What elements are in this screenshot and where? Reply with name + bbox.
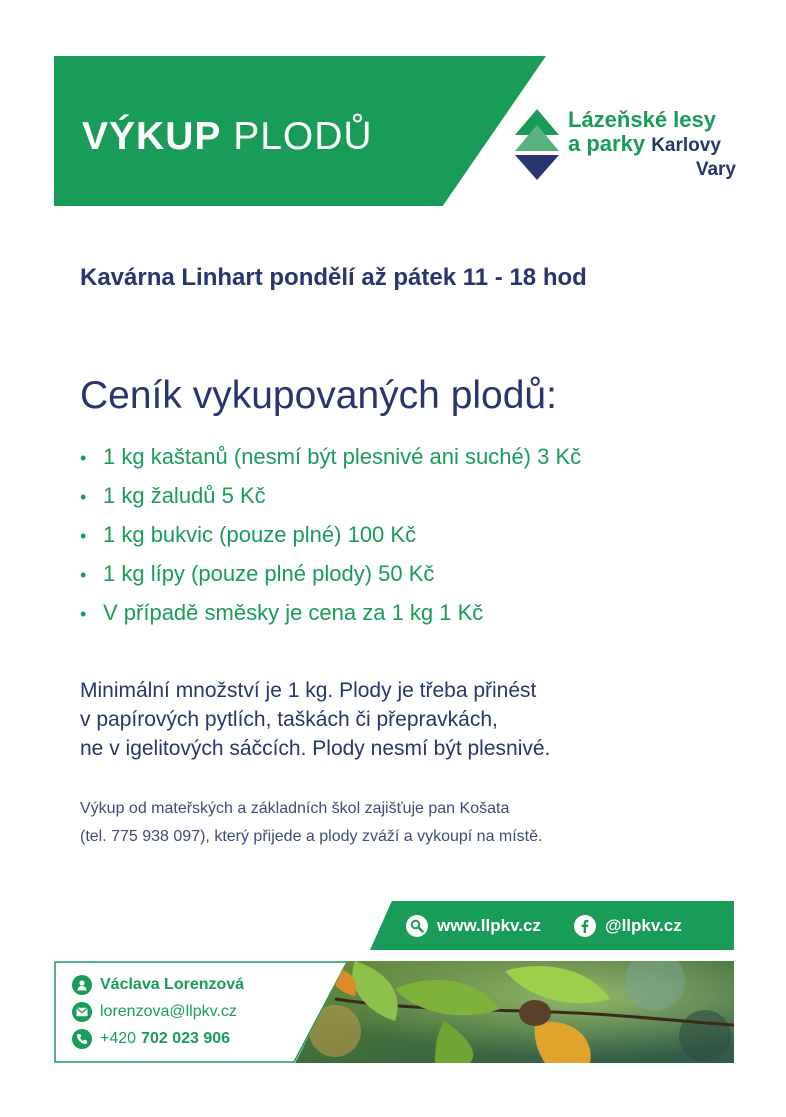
info-line: ne v igelitových sáčcích. Plody nesmí být plesnivé. xyxy=(80,737,551,760)
contact-name: Václava Lorenzová xyxy=(100,976,245,993)
title-bold: VÝKUP xyxy=(82,115,222,158)
price-item xyxy=(80,557,581,596)
price-item-text: V případě směsky je cena za 1 kg 1 Kč xyxy=(103,600,484,625)
note-line: (tel. 775 938 097), který přijede a plody zváží a vykoupí na místě. xyxy=(80,828,543,845)
note-line: Výkup od mateřských a základních škol zajišťuje pan Košata xyxy=(80,800,510,817)
opening-hours: Kavárna Linhart pondělí až pátek 11 - 18 hod xyxy=(80,264,587,291)
logo-line2-green: a parky xyxy=(568,131,646,156)
search-icon xyxy=(406,915,428,937)
tree-logo-icon xyxy=(513,109,561,181)
price-item-text: 1 kg kaštanů (nesmí být plesnivé ani suché) 3 Kč xyxy=(103,444,582,469)
price-item-text: 1 kg bukvic (pouze plné) 100 Kč xyxy=(103,522,417,547)
phone-icon xyxy=(72,1029,92,1049)
facebook-link[interactable] xyxy=(574,913,682,939)
contact-email: lorenzova@llpkv.cz xyxy=(100,1003,237,1020)
logo-line2 xyxy=(568,132,740,158)
mail-icon xyxy=(72,1002,92,1022)
bullet-icon: • xyxy=(80,565,87,585)
info-line: v papírových pytlích, taškách či přepravkách, xyxy=(80,708,498,731)
bullet-icon: • xyxy=(80,604,87,624)
phone-prefix: +420 xyxy=(100,1030,137,1047)
phone-number: 702 023 906 xyxy=(141,1030,231,1047)
logo-line2-navy: Karlovy xyxy=(651,135,721,156)
contact-name-row xyxy=(72,973,244,997)
school-note xyxy=(80,795,542,851)
price-list xyxy=(80,440,581,635)
person-icon xyxy=(72,975,92,995)
logo-text xyxy=(568,108,740,182)
facebook-icon xyxy=(574,915,596,937)
info-line: Minimální množství je 1 kg. Plody je třeba přinést xyxy=(80,679,537,702)
logo-line1: Lázeňské lesy xyxy=(568,107,716,132)
price-item xyxy=(80,596,581,635)
contact-email-row[interactable] xyxy=(72,1000,237,1024)
page-title xyxy=(82,113,373,161)
title-light: PLODŮ xyxy=(233,115,373,158)
logo-line3: Vary xyxy=(695,159,736,180)
price-item-text: 1 kg lípy (pouze plné plody) 50 Kč xyxy=(103,561,435,586)
website-text: www.llpkv.cz xyxy=(437,916,541,935)
facebook-text: @llpkv.cz xyxy=(605,916,682,935)
contact-phone-row[interactable] xyxy=(72,1027,230,1051)
price-item xyxy=(80,440,581,479)
bullet-icon: • xyxy=(80,487,87,507)
website-link[interactable] xyxy=(406,913,541,939)
bullet-icon: • xyxy=(80,448,87,468)
info-paragraph xyxy=(80,676,720,763)
price-list-title: Ceník vykupovaných plodů: xyxy=(80,374,557,417)
price-item-text: 1 kg žaludů 5 Kč xyxy=(103,483,266,508)
bullet-icon: • xyxy=(80,526,87,546)
chestnut-leaves-photo xyxy=(295,961,734,1063)
price-item xyxy=(80,518,581,557)
price-item xyxy=(80,479,581,518)
